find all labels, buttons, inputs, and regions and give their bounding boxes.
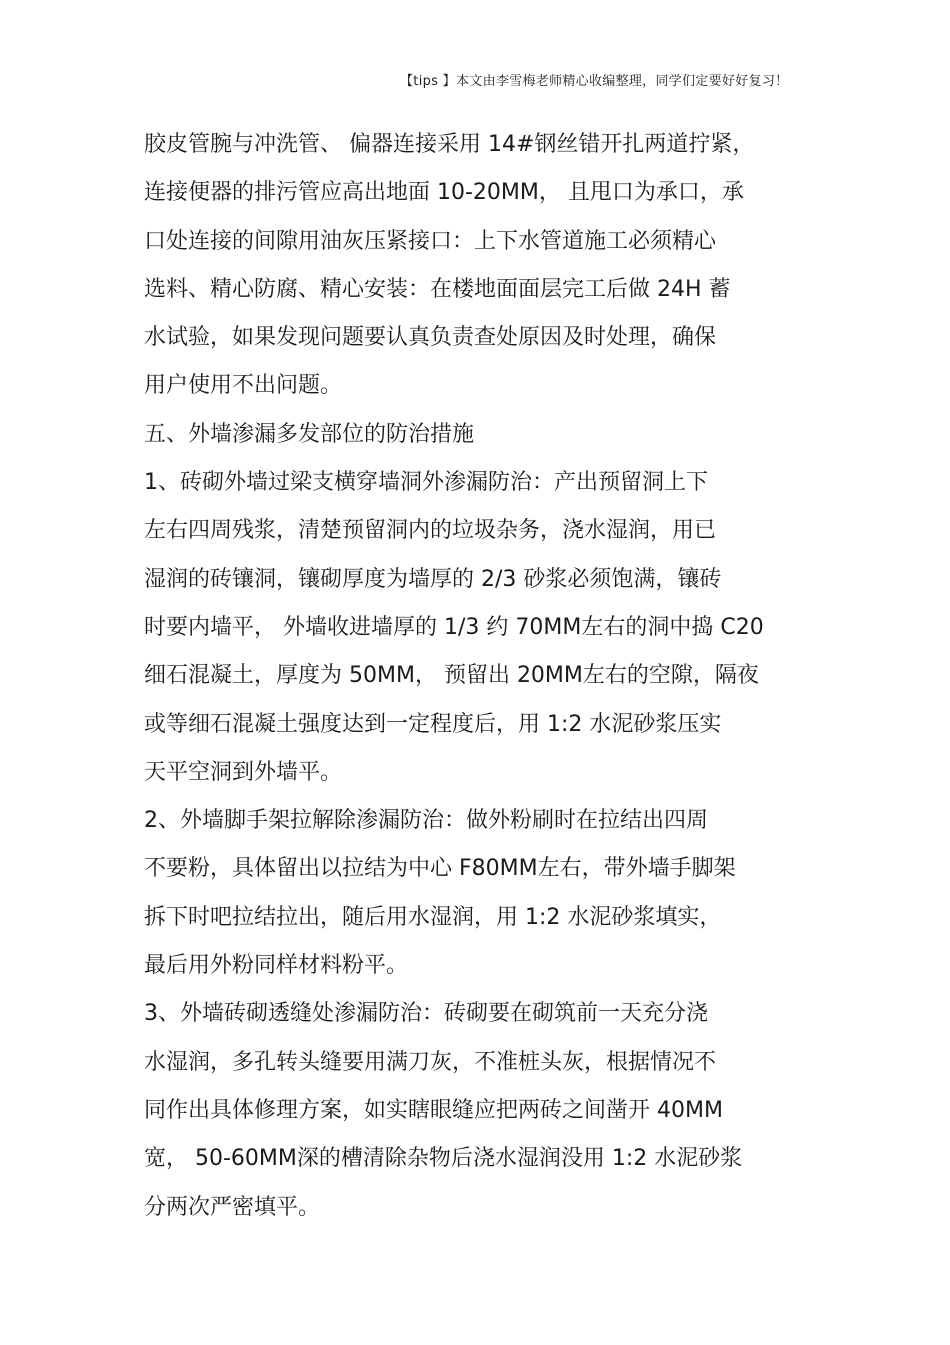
- text-line: 连接便器的排污管应高出地面 10-20MM， 且甩口为承口，承: [144, 180, 744, 206]
- text-line: 选料、精心防腐、精心安装：在楼地面面层完工后做 24H 蓄: [144, 276, 731, 302]
- text-line: 水试验，如果发现问题要认真负责查处原因及时处理，确保: [144, 325, 717, 351]
- text-line: 水湿润，多孔转头缝要用满刀灰，不准桩头灰，根据情况不: [144, 1049, 717, 1075]
- text-line: 最后用外粉同样材料粉平。: [144, 953, 409, 979]
- text-line: 同作出具体修理方案，如实瞎眼缝应把两砖之间凿开 40MM: [144, 1097, 723, 1123]
- text-line: 湿润的砖镶洞，镶砌厚度为墙厚的 2/3 砂浆必须饱满，镶砖: [144, 566, 722, 592]
- text-line: 2、外墙脚手架拉解除渗漏防治：做外粉刷时在拉结出四周: [144, 808, 708, 834]
- text-line: 细石混凝土，厚度为 50MM， 预留出 20MM左右的空隙，隔夜: [144, 663, 759, 689]
- tips-header: 【tips 】本文由李雪梅老师精心收编整理，同学们定要好好复习！: [400, 74, 789, 89]
- document-body: [144, 127, 824, 1238]
- text-line: 左右四周残浆，清楚预留洞内的垃圾杂务，浇水湿润，用已: [144, 518, 717, 544]
- text-line: 胶皮管腕与冲洗管、 偏器连接采用 14#钢丝错开扎两道拧紧，: [144, 132, 755, 157]
- text-line: 宽， 50-60MM深的槽清除杂物后浇水湿润没用 1:2 水泥砂浆: [144, 1146, 743, 1172]
- text-line: 不要粉，具体留出以拉结为中心 F80MM左右，带外墙手脚架: [144, 856, 736, 882]
- text-line: 1、砖砌外墙过梁支横穿墙洞外渗漏防治：产出预留洞上下: [144, 470, 708, 496]
- text-line: 时要内墙平， 外墙收进墙厚的 1/3 约 70MM左右的洞中捣 C20: [144, 614, 764, 640]
- text-line: 或等细石混凝土强度达到一定程度后，用 1:2 水泥砂浆压实: [144, 711, 722, 737]
- text-line: 分两次严密填平。: [144, 1194, 321, 1220]
- text-line: 用户使用不出问题。: [144, 373, 343, 399]
- text-line: 拆下时吧拉结拉出，随后用水湿润，用 1:2 水泥砂浆填实，: [144, 904, 722, 930]
- section-heading: 五、外墙渗漏多发部位的防治措施: [144, 421, 475, 447]
- text-line: 口处连接的间隙用油灰压紧接口：上下水管道施工必须精心: [144, 228, 717, 254]
- text-line: 天平空洞到外墙平。: [144, 759, 343, 785]
- text-line: 3、外墙砖砌透缝处渗漏防治：砖砌要在砌筑前一天充分浇: [144, 1001, 708, 1027]
